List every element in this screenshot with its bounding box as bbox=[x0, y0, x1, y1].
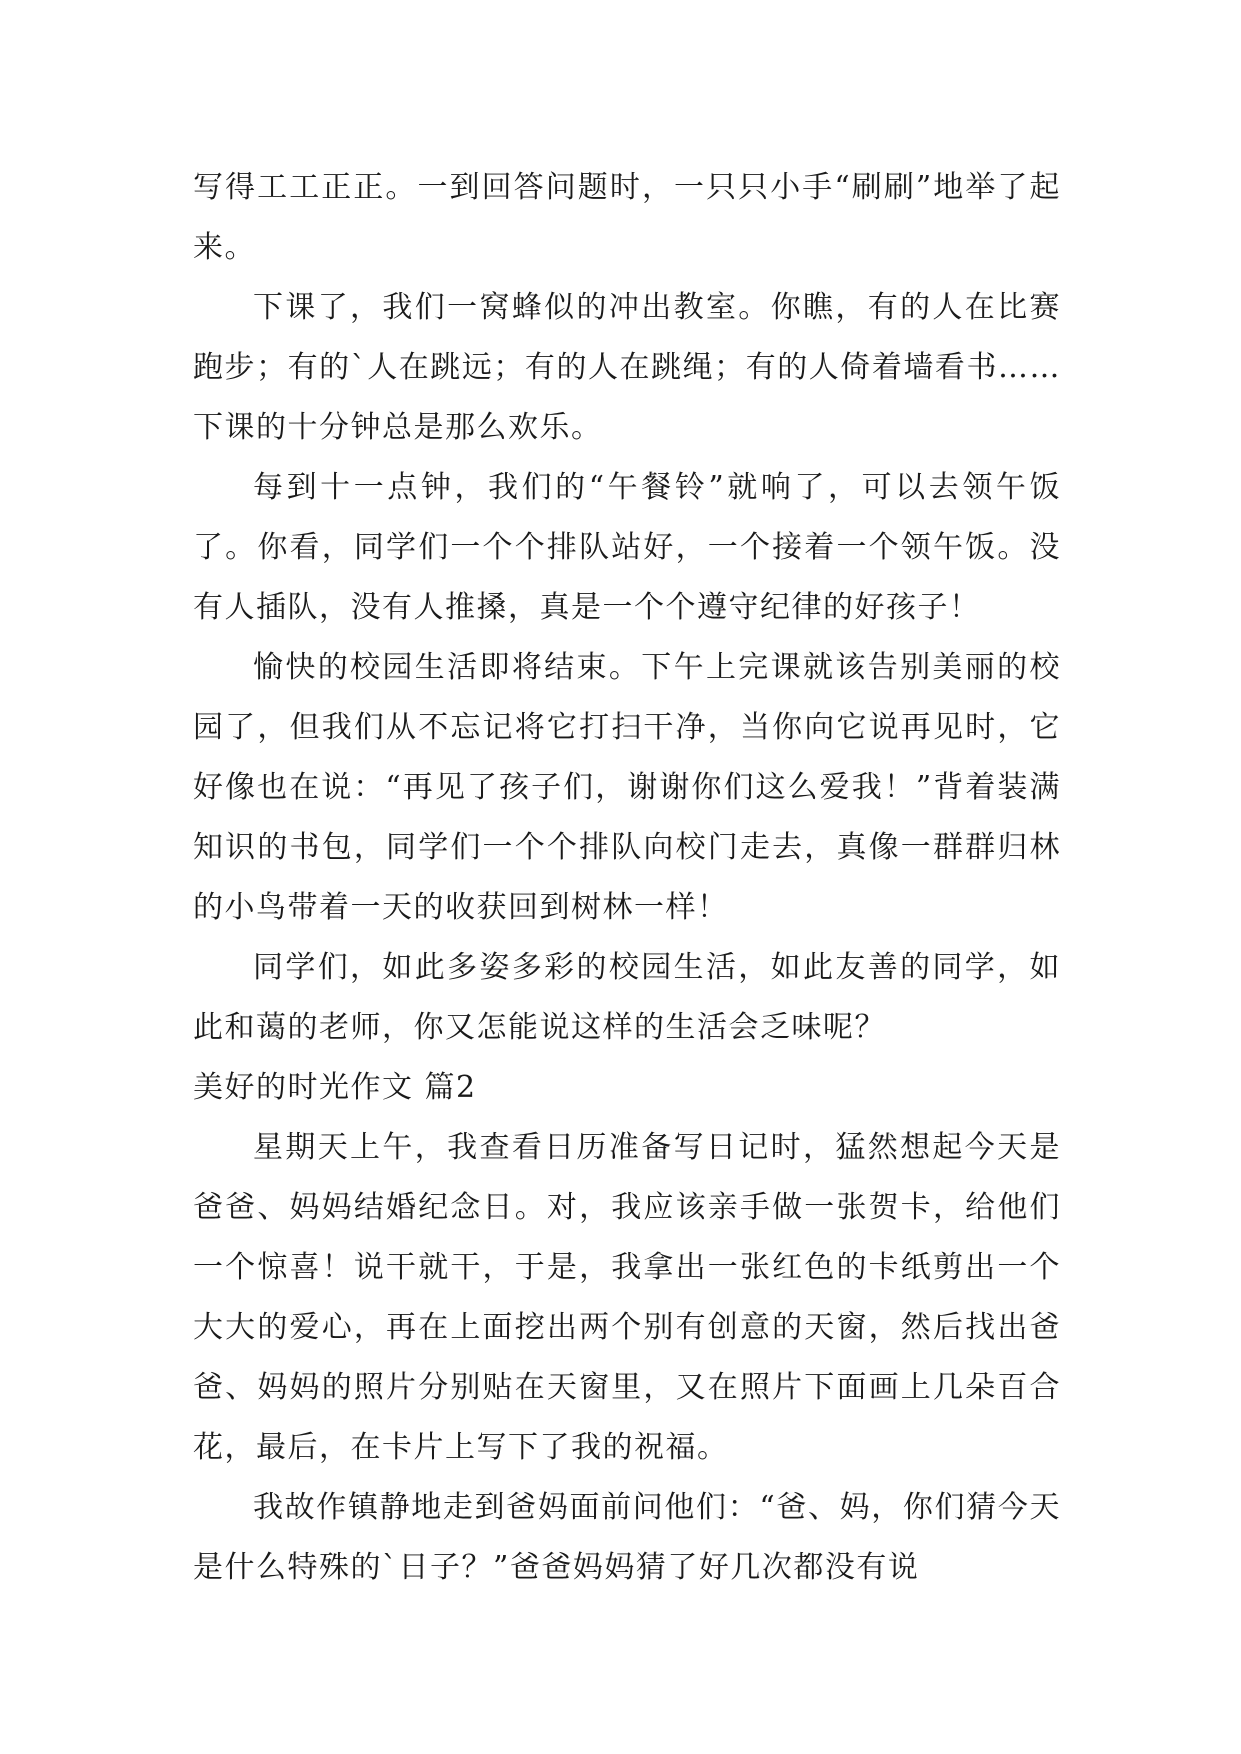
paragraph-lunch: 每到十一点钟，我们的“午餐铃”就响了，可以去领午饭了。你看，同学们一个个排队站好，一个接着一个领午饭。没有人插队，没有人推搡，真是一个个遵守纪律的好孩子！ bbox=[193, 470, 1061, 625]
paragraph-afternoon: 愉快的校园生活即将结束。下午上完课就该告别美丽的校园了，但我们从不忘记将它打扫干净，当你向它说再见时，它好像也在说：“再见了孩子们，谢谢你们这么爱我！”背着装满知识的书包，同学们一个个排队向校门走去，真像一群群归林的小鸟带着一天的收获回到树林一样！ bbox=[193, 650, 1061, 925]
paragraph-recess: 下课了，我们一窝蜂似的冲出教室。你瞧，有的人在比赛跑步；有的`人在跳远；有的人在跳绳；有的人倚着墙看书……下课的十分钟总是那么欢乐。 bbox=[193, 290, 1061, 445]
paragraph-continued: 写得工工正正。一到回答问题时，一只只小手“刷刷”地举了起来。 bbox=[193, 170, 1061, 265]
paragraph-greeting-card: 星期天上午，我查看日历准备写日记时，猛然想起今天是爸爸、妈妈结婚纪念日。对，我应该亲手做一张贺卡，给他们一个惊喜！说干就干，于是，我拿出一张红色的卡纸剪出一个大大的爱心，再在上面挖出两个别有创意的天窗，然后找出爸爸、妈妈的照片分别贴在天窗里，又在照片下面画上几朵百合花，最后，在卡片上写下了我的祝福。 bbox=[193, 1130, 1061, 1465]
section-heading: 美好的时光作文 篇2 bbox=[193, 1070, 477, 1105]
document-body bbox=[193, 158, 1061, 1598]
paragraph-question: 我故作镇静地走到爸妈面前问他们：“爸、妈，你们猜今天是什么特殊的`日子？”爸爸妈妈猜了好几次都没有说 bbox=[193, 1490, 1061, 1585]
paragraph-conclusion: 同学们，如此多姿多彩的校园生活，如此友善的同学，如此和蔼的老师，你又怎能说这样的生活会乏味呢？ bbox=[193, 950, 1061, 1045]
